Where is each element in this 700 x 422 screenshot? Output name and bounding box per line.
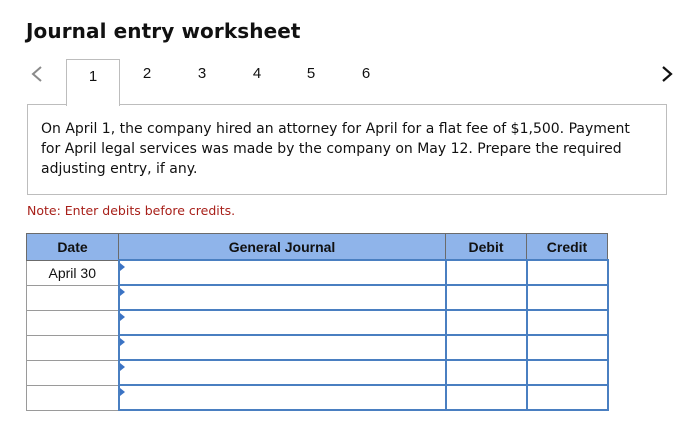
debit-field[interactable] (446, 285, 527, 310)
chevron-right-icon (657, 62, 677, 86)
prev-button[interactable] (28, 62, 48, 86)
account-field[interactable] (119, 285, 446, 310)
account-field[interactable] (119, 360, 446, 385)
dropdown-marker-icon (120, 263, 125, 271)
table-row (27, 260, 608, 285)
credit-field[interactable] (527, 260, 608, 285)
note-text: Note: Enter debits before credits. (27, 203, 236, 218)
debit-field[interactable] (446, 385, 527, 410)
chevron-left-icon (28, 62, 48, 86)
tab-5[interactable]: 5 (306, 65, 316, 82)
account-field[interactable] (119, 385, 446, 410)
debit-field[interactable] (446, 335, 527, 360)
general-journal-header: General Journal (119, 234, 446, 261)
table-row (27, 385, 608, 410)
dropdown-marker-icon (120, 313, 125, 321)
account-field[interactable] (119, 335, 446, 360)
tab-3[interactable]: 3 (197, 65, 207, 82)
credit-field[interactable] (527, 285, 608, 310)
table-row (27, 310, 608, 335)
debit-field[interactable] (446, 360, 527, 385)
tab-label: 1 (88, 68, 98, 85)
table-row (27, 285, 608, 310)
date-header: Date (27, 234, 119, 261)
credit-header: Credit (527, 234, 608, 261)
page-title: Journal entry worksheet (26, 19, 301, 43)
dropdown-marker-icon (120, 363, 125, 371)
account-field[interactable] (119, 260, 446, 285)
account-field[interactable] (119, 310, 446, 335)
debit-field[interactable] (446, 260, 527, 285)
dropdown-marker-icon (120, 338, 125, 346)
tab-2[interactable]: 2 (142, 65, 152, 82)
debit-field[interactable] (446, 310, 527, 335)
tab-4[interactable]: 4 (252, 65, 262, 82)
credit-field[interactable] (527, 360, 608, 385)
problem-panel (27, 104, 667, 195)
debit-header: Debit (446, 234, 527, 261)
date-cell (27, 360, 119, 385)
tab-6[interactable]: 6 (361, 65, 371, 82)
date-cell (27, 310, 119, 335)
credit-field[interactable] (527, 335, 608, 360)
table-row (27, 360, 608, 385)
credit-field[interactable] (527, 385, 608, 410)
journal-table (26, 233, 609, 411)
tab-1[interactable] (66, 59, 120, 106)
date-cell (27, 285, 119, 310)
table-row (27, 335, 608, 360)
next-button[interactable] (657, 62, 677, 86)
date-cell (27, 385, 119, 410)
date-cell: April 30 (27, 260, 119, 285)
date-cell (27, 335, 119, 360)
credit-field[interactable] (527, 310, 608, 335)
dropdown-marker-icon (120, 288, 125, 296)
dropdown-marker-icon (120, 388, 125, 396)
problem-text: On April 1, the company hired an attorney for April for a flat fee of $1,500. Payment for April legal services was made by the company on May 12. Prepare the required adjusting entry, if any. (41, 121, 630, 177)
